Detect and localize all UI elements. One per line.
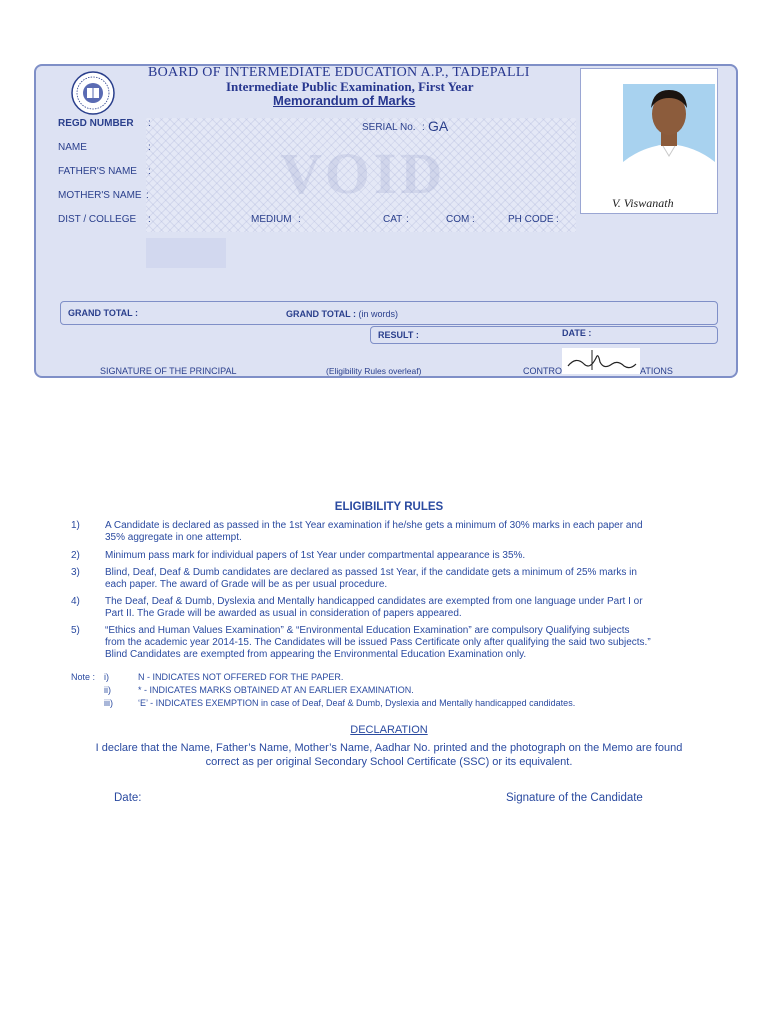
rule-number: 4) — [71, 596, 80, 607]
note-number: i) — [104, 672, 109, 682]
declaration-line: correct as per original Secondary School Certificate (SSC) or its equivalent. — [205, 756, 573, 768]
controller-label-left: CONTRO — [523, 366, 562, 376]
rule-text — [105, 596, 715, 620]
rule-text — [105, 520, 715, 544]
rule-line: Minimum pass mark for individual papers of 1st Year under compartmental appearance is 35%. — [105, 550, 526, 561]
board-seal-icon — [68, 70, 118, 116]
rule-line: The Deaf, Deaf & Dumb, Dyslexia and Mentally handicapped candidates are exempted from one language under Part I or — [105, 596, 643, 607]
controller-signature-icon — [562, 348, 640, 374]
controller-signature — [562, 348, 640, 374]
board-title: BOARD OF INTERMEDIATE EDUCATION A.P., TADEPALLI — [148, 65, 530, 80]
in-words-label: (in words) — [358, 309, 399, 319]
note-number: iii) — [104, 698, 113, 708]
note-text: ‘E’ - INDICATES EXEMPTION in case of Deaf, Deaf & Dumb, Dyslexia and Mentally handicapped candidates. — [138, 698, 576, 708]
rule-line: from the academic year 2014-15. The Candidates will be issued Pass Certificate only after qualifying the said two subjects.” — [105, 637, 651, 648]
rule-number: 5) — [71, 625, 80, 636]
result-row — [370, 326, 718, 344]
memo-title: Memorandum of Marks — [273, 93, 416, 108]
cat-label: CAT — [383, 214, 403, 225]
serial-colon: : — [422, 122, 425, 133]
medium-colon: : — [298, 214, 301, 225]
principal-signature-label: SIGNATURE OF THE PRINCIPAL — [100, 366, 237, 376]
ph-code-label: PH CODE — [508, 214, 554, 225]
grand-total-words-label: GRAND TOTAL : — [286, 309, 356, 319]
note-text: * - INDICATES MARKS OBTAINED AT AN EARLIER EXAMINATION. — [138, 685, 414, 695]
result-label: RESULT : — [378, 330, 419, 340]
grand-total-words-row — [286, 309, 398, 319]
candidate-portrait-icon — [623, 84, 715, 198]
controller-label-right: ATIONS — [640, 366, 673, 376]
security-box — [146, 238, 226, 268]
declaration-title: DECLARATION — [350, 724, 428, 736]
declaration-line: I declare that the Name, Father’s Name, Mother’s Name, Aadhar No. printed and the photograph on the Memo are found — [95, 742, 683, 754]
serial-value: GA — [428, 118, 449, 134]
rule-line: Blind, Deaf, Deaf & Dumb candidates are declared as passed 1st Year, if the candidate gets a minimum of 25% marks in — [105, 567, 637, 578]
cat-colon: : — [406, 214, 409, 225]
mothers-name-label: MOTHER'S NAME — [58, 190, 142, 201]
candidate-date-label: Date: — [114, 792, 142, 804]
exam-title: Intermediate Public Examination, First Year — [226, 79, 474, 94]
note-text: N - INDICATES NOT OFFERED FOR THE PAPER. — [138, 672, 344, 682]
rule-line: Part II. The Grade will be awarded as usual in consideration of papers appeared. — [105, 608, 462, 619]
declaration-text — [62, 741, 716, 769]
candidate-signature: V. Viswanath — [612, 196, 674, 210]
medium-label: MEDIUM — [251, 214, 292, 225]
dist-college-label: DIST / COLLEGE — [58, 214, 137, 225]
note-label: Note : — [71, 672, 96, 682]
candidate-signature-label: Signature of the Candidate — [506, 792, 643, 804]
rule-text — [105, 550, 715, 562]
rule-line: “Ethics and Human Values Examination” & “Environmental Education Examination” are compulsory Qualifying subjects — [105, 625, 630, 636]
rule-text — [105, 625, 715, 661]
name-colon: : — [148, 142, 151, 153]
rule-line: each paper. The award of Grade will be as per usual procedure. — [105, 579, 388, 590]
rule-line: 35% aggregate in one attempt. — [105, 532, 242, 543]
regd-colon: : — [148, 118, 151, 129]
void-watermark: VOID — [280, 141, 447, 206]
rule-line: A Candidate is declared as passed in the 1st Year examination if he/she gets a minimum of 30% marks in each paper and — [105, 520, 643, 531]
fathers-colon: : — [148, 166, 151, 177]
mothers-colon: : — [146, 190, 149, 201]
rule-text — [105, 567, 715, 591]
ph-colon: : — [556, 214, 559, 225]
eligibility-rules-title: ELIGIBILITY RULES — [334, 501, 444, 513]
rule-number: 3) — [71, 567, 80, 578]
serial-no-label: SERIAL No. — [362, 122, 416, 133]
grand-total-label: GRAND TOTAL : — [68, 308, 138, 318]
name-label: NAME — [58, 142, 87, 153]
com-colon: : — [472, 214, 475, 225]
fathers-name-label: FATHER'S NAME — [58, 166, 137, 177]
eligibility-overleaf-note: (Eligibility Rules overleaf) — [326, 366, 422, 376]
note-number: ii) — [104, 685, 111, 695]
com-label: COM — [446, 214, 470, 225]
date-label: DATE : — [562, 328, 592, 338]
candidate-photo — [623, 84, 715, 198]
rule-number: 1) — [71, 520, 80, 531]
regd-number-label: REGD NUMBER — [58, 118, 134, 129]
dist-colon: : — [148, 214, 151, 225]
rule-line: Blind Candidates are exempted from appearing the Environmental Education Examination only. — [105, 649, 527, 660]
rule-number: 2) — [71, 550, 80, 561]
